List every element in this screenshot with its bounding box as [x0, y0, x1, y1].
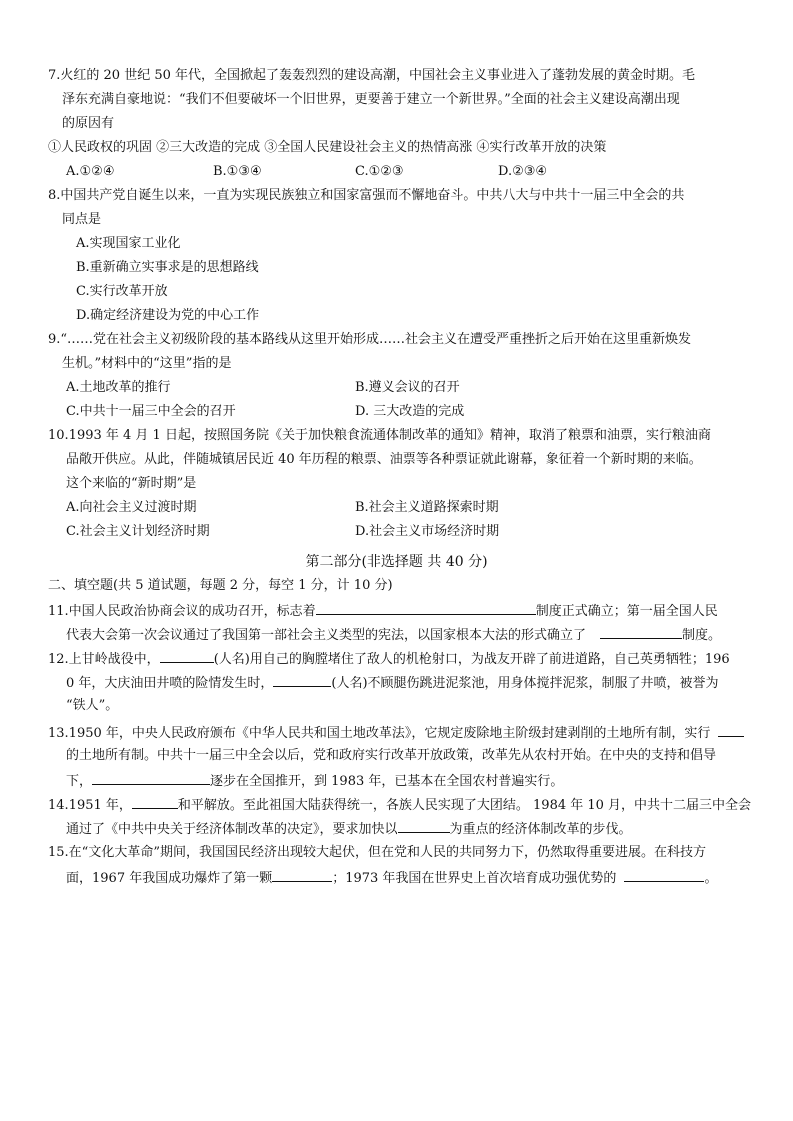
q7-stem-line-2: 泽东充满自豪地说：“我们不但要破坏一个旧世界，更要善于建立一个新世界。”全面的社会主义建设高潮出现: [62, 92, 680, 107]
q12-text-a: 12.上甘岭战役中，: [48, 652, 160, 667]
q14-text-c: 通过了《中共中央关于经济体制改革的决定》，要求加快以: [66, 822, 398, 837]
q10-option-b[interactable]: B.社会主义道路探索时期: [355, 500, 499, 515]
q11-text-a: 11.中国人民政治协商会议的成功召开，标志着: [48, 604, 316, 619]
q13-blank-2[interactable]: [92, 772, 210, 785]
q15-blank-1[interactable]: [272, 869, 332, 882]
q11-text-b: 制度正式确立；第一届全国人民: [535, 604, 718, 619]
q11-text-c: 代表大会第一次会议通过了我国第一部社会主义类型的宪法，以国家根本大法的形式确立了: [66, 628, 587, 643]
q8-option-d[interactable]: D.确定经济建设为党的中心工作: [76, 308, 260, 323]
q14-blank-2[interactable]: [398, 820, 450, 833]
q11-line-1: [48, 602, 718, 620]
q13-text-d: 逐步在全国推开，到 1983 年，已基本在全国农村普遍实行。: [210, 774, 564, 789]
q7-option-a[interactable]: A.①②④: [66, 164, 115, 179]
q9-stem-line-1: 9.“……党在社会主义初级阶段的基本路线从这里开始形成……社会主义在遭受严重挫折之后开始在这里重新焕发: [48, 332, 692, 347]
q7-option-c[interactable]: C.①②③: [355, 164, 404, 179]
q8-option-b[interactable]: B.重新确立实事求是的思想路线: [76, 260, 259, 275]
q7-option-b[interactable]: B.①③④: [213, 164, 262, 179]
q14-blank-1[interactable]: [132, 796, 178, 809]
q10-option-a[interactable]: A.向社会主义过渡时期: [66, 500, 197, 515]
q9-option-a[interactable]: A.土地改革的推行: [66, 380, 171, 395]
q9-option-c[interactable]: C.中共十一届三中全会的召开: [66, 404, 236, 419]
q15-text-d: 。: [704, 871, 718, 886]
q11-blank-2[interactable]: [600, 626, 682, 639]
q9-stem-line-2: 生机。”材料中的“这里”指的是: [62, 356, 232, 371]
section-two-title: 二、填空题(共 5 道试题，每题 2 分，每空 1 分，计 10 分): [48, 578, 393, 593]
q12-line-1: [48, 650, 730, 668]
q8-stem-line-2: 同点是: [62, 212, 102, 227]
q7-stem-line-1: 7.火红的 20 世纪 50 年代，全国掀起了轰轰烈烈的建设高潮，中国社会主义事业进入了蓬勃发展的黄金时期。毛: [48, 68, 696, 83]
q11-line-2: [66, 626, 721, 644]
q13-blank-1[interactable]: [718, 724, 744, 737]
q14-text-b: 和平解放。至此祖国大陆获得统一，各族人民实现了大团结。 1984 年 10 月，中共十二届三中全会: [177, 798, 752, 813]
q7-statements: ①人民政权的巩固 ②三大改造的完成 ③全国人民建设社会主义的热情高涨 ④实行改革开放的决策: [48, 140, 607, 155]
q12-text-b: (人名)用自己的胸膛堵住了敌人的机枪射口，为战友开辟了前进道路，自己英勇牺牲；196: [213, 652, 730, 667]
q7-stem-line-3: 的原因有: [62, 116, 115, 131]
q10-stem-line-3: 这个来临的“新时期”是: [66, 476, 197, 491]
q12-text-d: (人名)不顾腿伤跳进泥浆池，用身体搅拌泥浆，制服了井喷，被誉为: [331, 676, 719, 691]
q12-line-3: “铁人”。: [66, 698, 119, 713]
q8-stem-line-1: 8.中国共产党自诞生以来，一直为实现民族独立和国家富强而不懈地奋斗。中共八大与中共十一届三中全会的共: [48, 188, 685, 203]
q15-text-b: 面，1967 年我国成功爆炸了第一颗: [66, 871, 273, 886]
q15-line-1: 15.在“文化大革命”期间，我国国民经济出现较大起伏，但在党和人民的共同努力下，仍然取得重要进展。在科技方: [48, 845, 706, 860]
q13-text-a: 13.1950 年，中央人民政府颁布《中华人民共和国土地改革法》，它规定废除地主阶级封建剥削的土地所有制，实行: [48, 726, 711, 741]
q15-text-c: ；1973 年我国在世界史上首次培育成功强优势的: [332, 871, 617, 886]
q14-text-d: 为重点的经济体制改革的步伐。: [449, 822, 632, 837]
q12-text-c: 0 年，大庆油田井喷的险情发生时，: [66, 676, 274, 691]
q13-text-c: 下，: [66, 774, 93, 789]
q14-line-1: [48, 796, 751, 814]
q13-line-2: 的土地所有制。中共十一届三中全会以后，党和政府实行改革开放政策，改革先从农村开始。在中央的支持和倡导: [66, 748, 717, 763]
part-two-title: 第二部分(非选择题 共 40 分): [305, 554, 488, 570]
q8-option-c[interactable]: C.实行改革开放: [76, 284, 168, 299]
q14-text-a: 14.1951 年，: [48, 798, 132, 813]
q13-line-1: [48, 724, 744, 742]
q12-blank-1[interactable]: [160, 650, 214, 663]
q10-stem-line-1: 10.1993 年 4 月 1 日起，按照国务院《关于加快粮食流通体制改革的通知》精神，取消了粮票和油票，实行粮油商: [48, 428, 711, 443]
q7-option-d[interactable]: D.②③④: [498, 164, 548, 179]
q13-line-3: [66, 772, 563, 790]
q8-option-a[interactable]: A.实现国家工业化: [76, 236, 181, 251]
q9-option-d[interactable]: D. 三大改造的完成: [355, 404, 465, 419]
q10-stem-line-2: 品敞开供应。从此，伴随城镇居民近 40 年历程的粮票、油票等各种票证就此谢幕，象征着一个新时期的来临。: [66, 452, 702, 467]
q10-option-d[interactable]: D.社会主义市场经济时期: [355, 524, 500, 539]
q11-text-d: 制度。: [682, 628, 722, 643]
q11-blank-1[interactable]: [316, 602, 536, 615]
q15-blank-2[interactable]: [624, 869, 704, 882]
q12-blank-2[interactable]: [273, 674, 331, 687]
q14-line-2: [66, 820, 632, 838]
q12-line-2: [66, 674, 719, 692]
q10-option-c[interactable]: C.社会主义计划经济时期: [66, 524, 210, 539]
q15-line-2: [66, 869, 717, 887]
q9-option-b[interactable]: B.遵义会议的召开: [355, 380, 460, 395]
